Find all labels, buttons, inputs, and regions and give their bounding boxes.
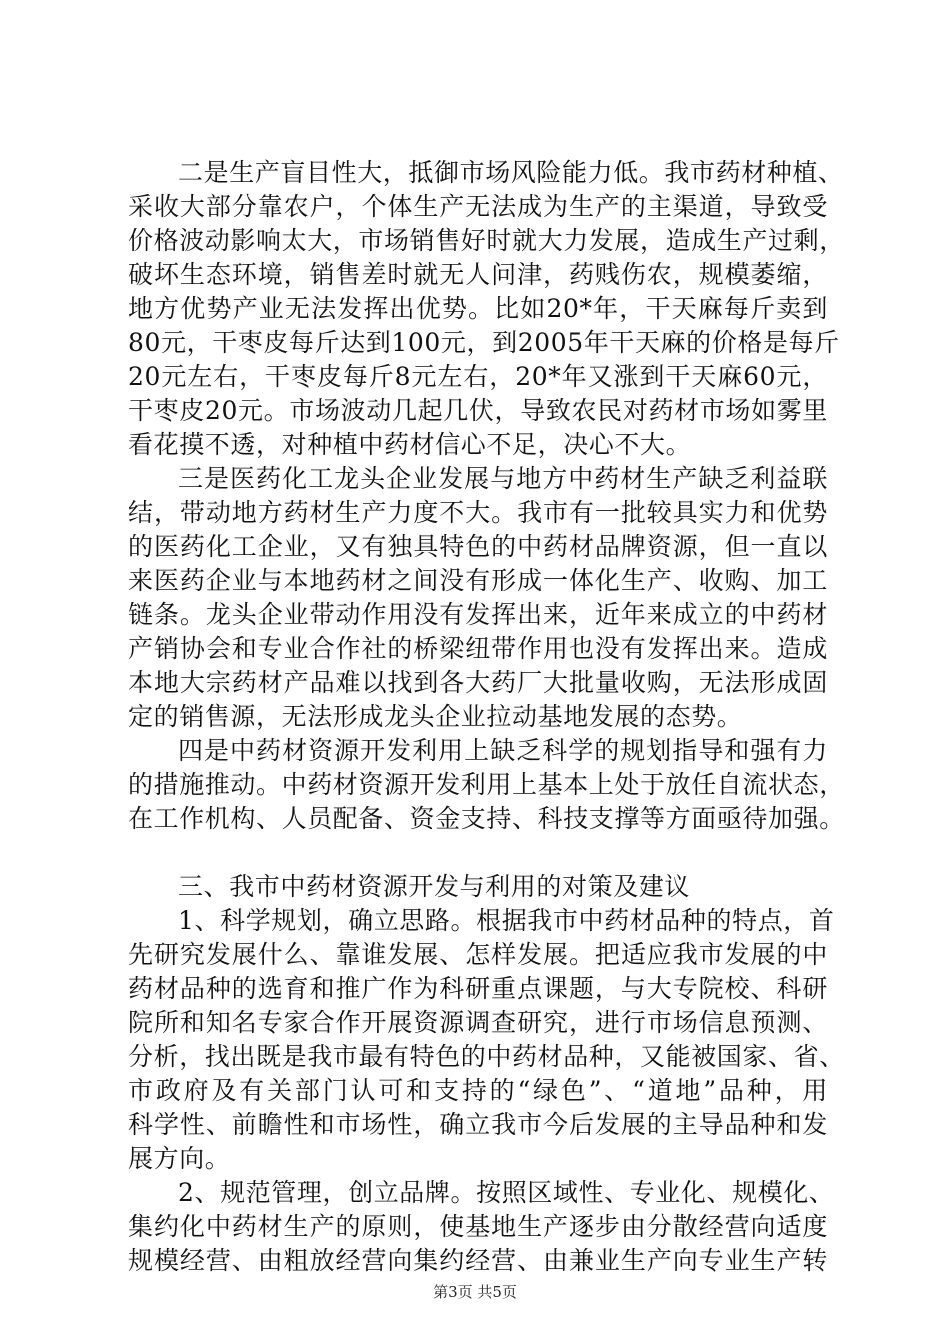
text-line: 采收大部分靠农户，个体生产无法成为生产的主渠道，导致受 [128, 192, 828, 221]
text-line: 来医药企业与本地药材之间没有形成一体化生产、收购、加工 [128, 566, 828, 595]
text-line: 产销协会和专业合作社的桥梁纽带作用也没有发挥出来。造成 [128, 634, 828, 663]
page-footer: 第3页 共5页 [433, 1283, 517, 1301]
text-line: 20元左右，干枣皮每斤8元左右，20*年又涨到干天麻60元， [128, 362, 828, 391]
text-line: 四是中药材资源开发利用上缺乏科学的规划指导和强有力 [178, 736, 828, 765]
text-line: 结，带动地方药材生产力度不大。我市有一批较具实力和优势 [128, 498, 828, 527]
text-line: 看花摸不透，对种植中药材信心不足，决心不大。 [128, 430, 692, 459]
text-line: 科学性、前瞻性和市场性，确立我市今后发展的主导品种和发 [128, 1110, 828, 1139]
text-line: 1、科学规划，确立思路。根据我市中药材品种的特点，首 [178, 906, 835, 935]
paragraph-gap [128, 836, 828, 870]
text-line: 三是医药化工龙头企业发展与地方中药材生产缺乏利益联 [178, 464, 828, 493]
text-line: 规模经营、由粗放经营向集约经营、由兼业生产向专业生产转 [128, 1246, 828, 1275]
section-heading: 三、我市中药材资源开发与利用的对策及建议 [178, 872, 691, 901]
text-line: 的措施推动。中药材资源开发利用上基本上处于放任自流状态， [128, 770, 845, 799]
text-line: 干枣皮20元。市场波动几起几伏，导致农民对药材市场如雾里 [128, 396, 828, 425]
text-line: 先研究发展什么、靠谁发展、怎样发展。把适应我市发展的中 [128, 940, 828, 969]
text-line: 价格波动影响太大，市场销售好时就大力发展，造成生产过剩， [128, 226, 845, 255]
document-body [128, 156, 845, 1278]
text-line: 地方优势产业无法发挥出优势。比如20*年，干天麻每斤卖到 [128, 294, 828, 323]
text-line: 二是生产盲目性大，抵御市场风险能力低。我市药材种植、 [178, 158, 844, 187]
text-line: 80元，干枣皮每斤达到100元，到2005年干天麻的价格是每斤 [128, 328, 840, 357]
text-line: 定的销售源，无法形成龙头企业拉动基地发展的态势。 [128, 702, 743, 731]
text-line: 的医药化工企业，又有独具特色的中药材品牌资源，但一直以 [128, 532, 828, 561]
text-line: 药材品种的选育和推广作为科研重点课题，与大专院校、科研 [128, 974, 828, 1003]
text-line: 在工作机构、人员配备、资金支持、科技支撑等方面亟待加强。 [128, 804, 845, 833]
text-line: 院所和知名专家合作开展资源调查研究，进行市场信息预测、 [128, 1008, 828, 1037]
text-line: 本地大宗药材产品难以找到各大药厂大批量收购，无法形成固 [128, 668, 828, 697]
text-line: 市政府及有关部门认可和支持的“绿色”、“道地”品种，用 [128, 1076, 828, 1105]
text-line: 分析，找出既是我市最有特色的中药材品种，又能被国家、省、 [128, 1042, 845, 1071]
text-line: 2、规范管理，创立品牌。按照区域性、专业化、规模化、 [178, 1178, 835, 1207]
text-line: 展方向。 [128, 1144, 231, 1173]
text-line: 集约化中药材生产的原则，使基地生产逐步由分散经营向适度 [128, 1212, 828, 1241]
text-line: 链条。龙头企业带动作用没有发挥出来，近年来成立的中药材 [128, 600, 828, 629]
text-line: 破坏生态环境，销售差时就无人问津，药贱伤农，规模萎缩， [128, 260, 828, 289]
